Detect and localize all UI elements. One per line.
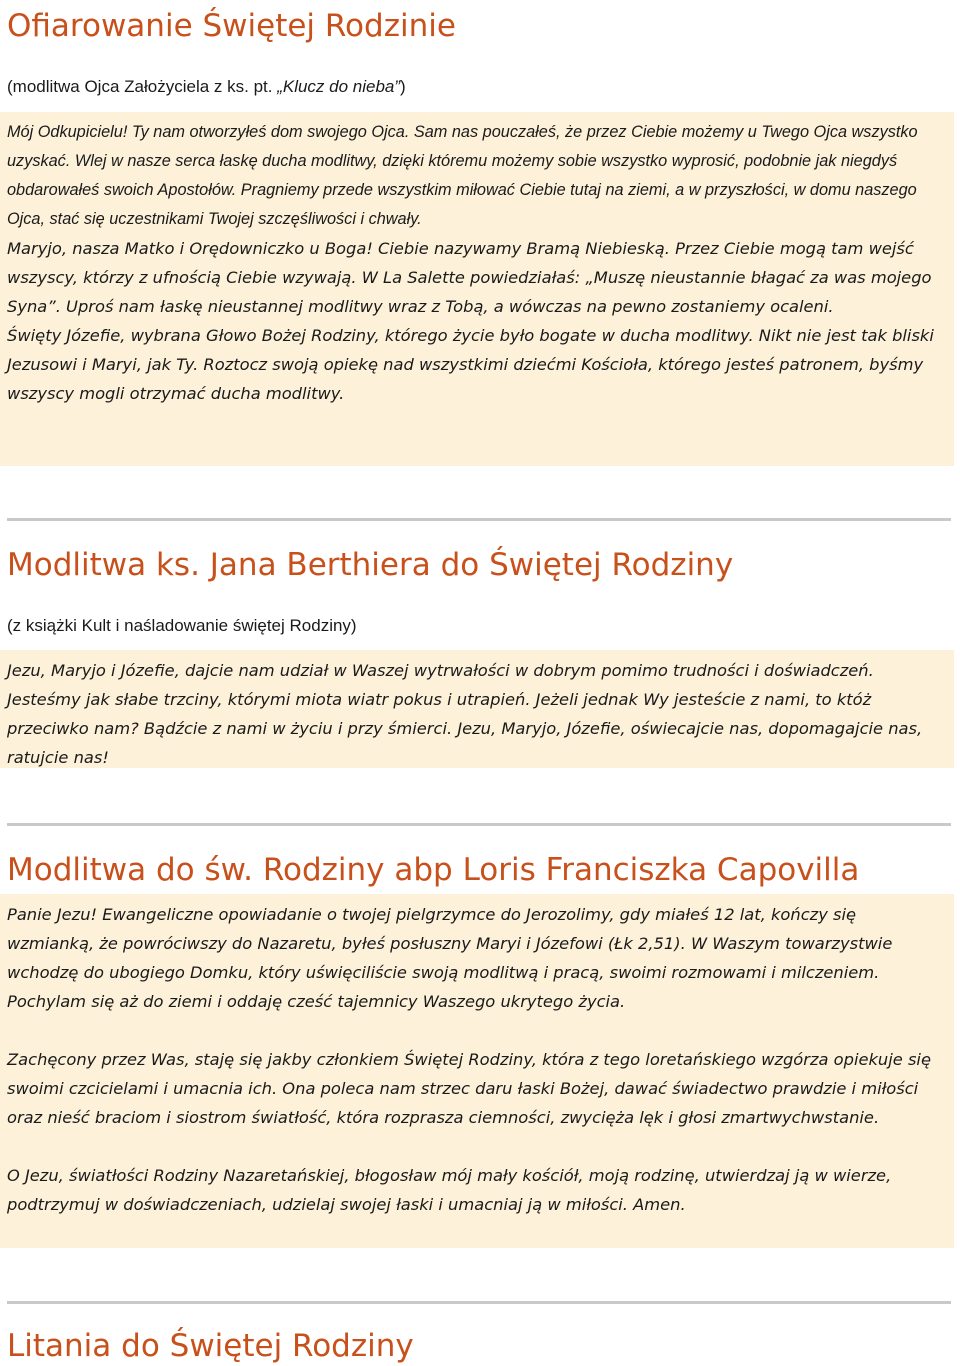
- section-divider: [7, 518, 951, 521]
- subtitle-berthier: (z książki Kult i naśladowanie świętej Rodziny): [7, 616, 357, 635]
- prayer-box-capovilla: [0, 894, 954, 1248]
- prayer-box-ofiarowanie: [0, 112, 954, 466]
- heading-ofiarowanie: Ofiarowanie Świętej Rodzinie: [7, 8, 456, 44]
- prayer-mary: Maryjo, nasza Matko i Orędowniczko u Boga! Ciebie nazywamy Bramą Niebieską. Przez Ciebie mogą tam wejść wszyscy, którzy z ufnością Ciebie wzywają. W La Salette powiedziałaś: „Muszę nieustannie błagać za was mojego Syna”. Uproś nam łaskę nieustannej modlitwy wraz z Tobą, a wówczas na pewno zostaniemy ocaleni.: [7, 239, 932, 316]
- heading-berthier: Modlitwa ks. Jana Berthiera do Świętej Rodziny: [7, 547, 734, 583]
- heading-litania: Litania do Świętej Rodziny: [7, 1328, 414, 1364]
- heading-capovilla: Modlitwa do św. Rodziny abp Loris Franciszka Capovilla: [7, 852, 860, 888]
- prayer-capovilla-p2: Zachęcony przez Was, staję się jakby członkiem Świętej Rodziny, która z tego loretańskiego wzgórza opiekuje się swoimi czcicielami i umacnia ich. Ona poleca nam strzec daru łaski Bożej, dawać świadectwo prawdzie i miłości oraz nieść braciom i siostrom światłość, która rozprasza ciemności, zwycięża lęk i głosi zmartwychwstanie.: [7, 1050, 931, 1127]
- subtitle-book-title: „Klucz do nieba”: [277, 77, 401, 96]
- subtitle-prefix: (modlitwa Ojca Założyciela z ks. pt.: [7, 77, 278, 96]
- subtitle-ofiarowanie: [7, 75, 406, 99]
- prayer-capovilla-p3: O Jezu, światłości Rodziny Nazaretańskiej, błogosław mój mały kościół, moją rodzinę, utwierdzaj ją w wierze, podtrzymuj w doświadczeniach, udzielaj swojej łaski i umacniaj ją w miłości. Amen.: [7, 1166, 892, 1214]
- prayer-berthier-text: Jezu, Maryjo i Józefie, dajcie nam udział w Waszej wytrwałości w dobrym pomimo trudności i doświadczeń. Jesteśmy jak słabe trzciny, którymi miota wiatr pokus i utrapień. Jeżeli jednak Wy jesteście z nami, to któż przeciwko nam? Bądźcie z nami w życiu i przy śmierci. Jezu, Maryjo, Józefie, oświecajcie nas, dopomagajcie nas, ratujcie nas!: [7, 661, 923, 767]
- section-divider: [7, 823, 951, 826]
- subtitle-suffix: ): [400, 77, 406, 96]
- prayer-joseph: Święty Józefie, wybrana Głowo Bożej Rodziny, którego życie było bogate w ducha modlitwy. Nikt nie jest tak bliski Jezusowi i Maryi, jak Ty. Roztocz swoją opiekę nad wszystkimi dziećmi Kościoła, którego jesteś patronem, byśmy wszyscy mogli otrzymać ducha modlitwy.: [7, 326, 934, 403]
- prayer-opening: Mój Odkupicielu! Ty nam otworzyłeś dom swojego Ojca. Sam nas pouczałeś, że przez Ciebie możemy u Twego Ojca wszystko uzyskać. Wlej w nasze serca łaskę ducha modlitwy, dzięki któremu możemy sobie wszystko wyprosić, podobnie jak niegdyś obdarowałeś swoich Apostołów. Pragniemy przede wszystkim miłować Ciebie tutaj na ziemi, a w przyszłości, w domu naszego Ojca, stać się uczestnikami Twojej szczęśliwości i chwały.: [7, 123, 918, 228]
- prayer-box-berthier: [0, 650, 954, 768]
- section-divider: [7, 1301, 951, 1304]
- prayer-capovilla-p1: Panie Jezu! Ewangeliczne opowiadanie o twojej pielgrzymce do Jerozolimy, gdy miałeś 12 lat, kończy się wzmianką, że powróciwszy do Nazaretu, byłeś posłuszny Maryi i Józefowi (Łk 2,51). W Waszym towarzystwie wchodzę do ubogiego Domku, który uświęciliście swoją modlitwą i pracą, swoimi rozmowami i milczeniem. Pochylam się aż do ziemi i oddaję cześć tajemnicy Waszego ukrytego życia.: [7, 905, 893, 1011]
